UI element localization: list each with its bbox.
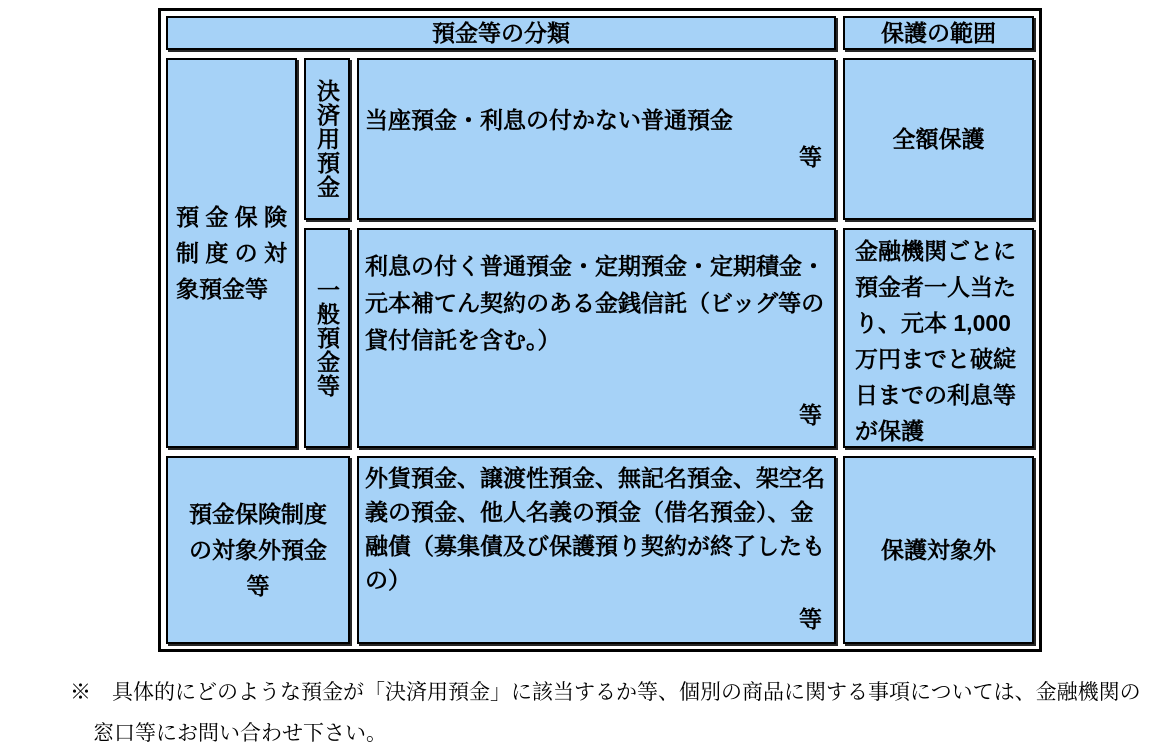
footnote: ※ 具体的にどのような預金が「決済用預金」に該当するか等、個別の商品に関する事項については、金融機関の窓口等にお問い合わせ下さい。 — [70, 681, 1141, 745]
excluded-deposits-examples-text: 外貨預金、譲渡性預金、無記名預金、架空名義の預金、他人名義の預金（借名預金）、金融債（募集債及び保護預り契約が終了したもの） — [365, 465, 825, 593]
general-deposits-examples-cell — [357, 228, 836, 448]
payment-deposits-examples-text: 当座預金・利息の付かない普通預金 — [365, 107, 733, 133]
covered-deposits-label-cell — [166, 58, 297, 448]
header-protection-scope-cell: 保護の範囲 — [843, 16, 1034, 50]
excluded-deposits-etc-label: 等 — [799, 606, 822, 632]
covered-deposits-label: 預金保険制度の対象預金等 — [176, 204, 287, 302]
general-deposits-etc-label: 等 — [799, 402, 822, 428]
full-protection-cell: 全額保護 — [843, 58, 1034, 220]
limited-protection-cell: 金融機関ごとに預金者一人当たり、元本 1,000万円までと破綻日までの利息等が保護 — [843, 228, 1034, 448]
payment-deposits-examples-cell — [357, 58, 836, 220]
general-deposits-examples-text: 利息の付く普通預金・定期預金・定期積金・元本補てん契約のある金銭信託（ビッグ等の貸付信託を含む。） — [365, 253, 825, 353]
payment-deposits-etc-label: 等 — [799, 144, 822, 170]
payment-deposits-category-cell: 決済用預金 — [304, 58, 350, 220]
general-deposits-category-cell: 一般預金等 — [304, 228, 350, 448]
excluded-deposits-label: 預金保険制度の対象外預金等 — [189, 501, 327, 599]
excluded-deposits-label-cell — [166, 456, 350, 644]
deposit-insurance-table — [158, 8, 1042, 652]
header-classification-cell: 預金等の分類 — [166, 16, 836, 50]
not-protected-cell: 保護対象外 — [843, 456, 1034, 644]
excluded-deposits-examples-cell — [357, 456, 836, 644]
